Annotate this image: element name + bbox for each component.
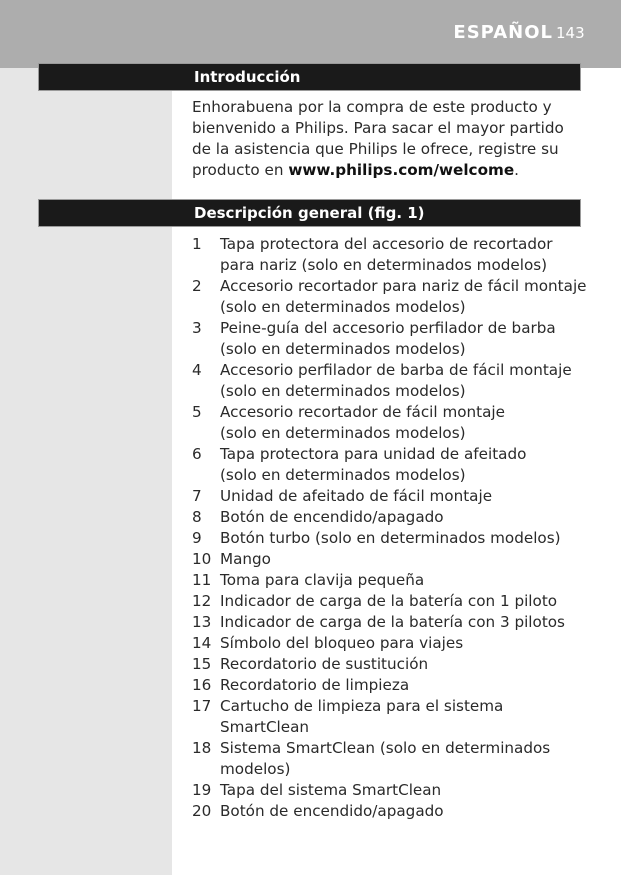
list-item-text [220, 549, 592, 570]
list-item-text [220, 486, 592, 507]
overview-section-title: Descripción general (fig. 1) [194, 204, 425, 222]
list-item-text [220, 360, 592, 402]
list-item-line: Toma para clavija pequeña [220, 571, 425, 589]
intro-text: Enhorabuena por la compra de este producto y bienvenido a Philips. Para sacar el mayor partido de la asistencia que Philips le ofrece, registre su producto en [192, 98, 564, 179]
list-item [192, 675, 592, 696]
list-item-line: SmartClean [220, 718, 310, 736]
parts-list [192, 234, 592, 822]
list-item-number: 11 [192, 571, 212, 589]
list-item-text [220, 234, 592, 276]
list-item-line: (solo en determinados modelos) [220, 340, 466, 358]
list-item-text [220, 801, 592, 822]
list-item [192, 318, 592, 360]
list-item-line: Cartucho de limpieza para el sistema [220, 697, 504, 715]
list-item-line: Unidad de afeitado de fácil montaje [220, 487, 493, 505]
list-item-number: 12 [192, 592, 212, 610]
list-item-number: 20 [192, 802, 212, 820]
list-item-number: 7 [192, 487, 202, 505]
list-item-number: 10 [192, 550, 212, 568]
list-item [192, 801, 592, 822]
list-item-text [220, 696, 592, 738]
list-item-text [220, 402, 592, 444]
list-item [192, 591, 592, 612]
list-item-line: Indicador de carga de la batería con 1 piloto [220, 592, 558, 610]
list-item-text [220, 528, 592, 549]
list-item-text [220, 612, 592, 633]
list-item [192, 507, 592, 528]
list-item-number: 15 [192, 655, 212, 673]
list-item-line: modelos) [220, 760, 291, 778]
list-item-number: 1 [192, 235, 202, 253]
list-item-number: 3 [192, 319, 202, 337]
list-item-number: 17 [192, 697, 212, 715]
list-item-text [220, 570, 592, 591]
list-item [192, 780, 592, 801]
list-item [192, 360, 592, 402]
list-item-text [220, 591, 592, 612]
list-item-line: Tapa protectora para unidad de afeitado [220, 445, 527, 463]
list-item-text [220, 318, 592, 360]
registration-url: www.philips.com/welcome [288, 161, 515, 179]
list-item-line: Botón turbo (solo en determinados modelos) [220, 529, 561, 547]
page-number: 143 [556, 24, 585, 42]
list-item-number: 19 [192, 781, 212, 799]
list-item-line: Mango [220, 550, 271, 568]
list-item-line: Peine-guía del accesorio perfilador de barba [220, 319, 556, 337]
list-item-line: (solo en determinados modelos) [220, 424, 466, 442]
list-item-line: Botón de encendido/apagado [220, 802, 444, 820]
list-item [192, 612, 592, 633]
list-item-number: 5 [192, 403, 202, 421]
list-item-number: 8 [192, 508, 202, 526]
list-item-number: 14 [192, 634, 212, 652]
list-item-text [220, 780, 592, 801]
list-item-line: Accesorio recortador para nariz de fácil montaje [220, 277, 587, 295]
list-item-text [220, 633, 592, 654]
list-item [192, 654, 592, 675]
list-item [192, 528, 592, 549]
intro-text-end: . [514, 161, 519, 179]
list-item [192, 549, 592, 570]
list-item-number: 2 [192, 277, 202, 295]
list-item [192, 696, 592, 738]
list-item-number: 4 [192, 361, 202, 379]
language-label: ESPAÑOL [453, 22, 553, 43]
list-item [192, 486, 592, 507]
list-item [192, 570, 592, 591]
list-item-line: para nariz (solo en determinados modelos) [220, 256, 548, 274]
list-item-line: Recordatorio de sustitución [220, 655, 429, 673]
left-margin-column [0, 68, 172, 875]
list-item-line: Recordatorio de limpieza [220, 676, 410, 694]
list-item-line: Tapa protectora del accesorio de recortador [220, 235, 553, 253]
list-item-line: Símbolo del bloqueo para viajes [220, 634, 464, 652]
list-item [192, 276, 592, 318]
list-item-line: Tapa del sistema SmartClean [220, 781, 442, 799]
list-item [192, 633, 592, 654]
list-item-text [220, 444, 592, 486]
list-item [192, 444, 592, 486]
list-item-line: (solo en determinados modelos) [220, 466, 466, 484]
intro-section-bar [38, 63, 581, 91]
list-item-line: Botón de encendido/apagado [220, 508, 444, 526]
intro-paragraph [192, 97, 577, 181]
list-item-text [220, 654, 592, 675]
list-item-text [220, 675, 592, 696]
list-item-line: (solo en determinados modelos) [220, 298, 466, 316]
list-item-line: Sistema SmartClean (solo en determinados [220, 739, 551, 757]
list-item-number: 13 [192, 613, 212, 631]
list-item-line: Accesorio perfilador de barba de fácil montaje [220, 361, 572, 379]
list-item-line: (solo en determinados modelos) [220, 382, 466, 400]
overview-section-bar [38, 199, 581, 227]
list-item-number: 18 [192, 739, 212, 757]
list-item-line: Accesorio recortador de fácil montaje [220, 403, 505, 421]
list-item-number: 6 [192, 445, 202, 463]
list-item-line: Indicador de carga de la batería con 3 pilotos [220, 613, 565, 631]
list-item [192, 402, 592, 444]
intro-section-title: Introducción [194, 68, 301, 86]
list-item [192, 738, 592, 780]
list-item-text [220, 738, 592, 780]
list-item-number: 9 [192, 529, 202, 547]
list-item-text [220, 507, 592, 528]
list-item-number: 16 [192, 676, 212, 694]
list-item-text [220, 276, 592, 318]
list-item [192, 234, 592, 276]
